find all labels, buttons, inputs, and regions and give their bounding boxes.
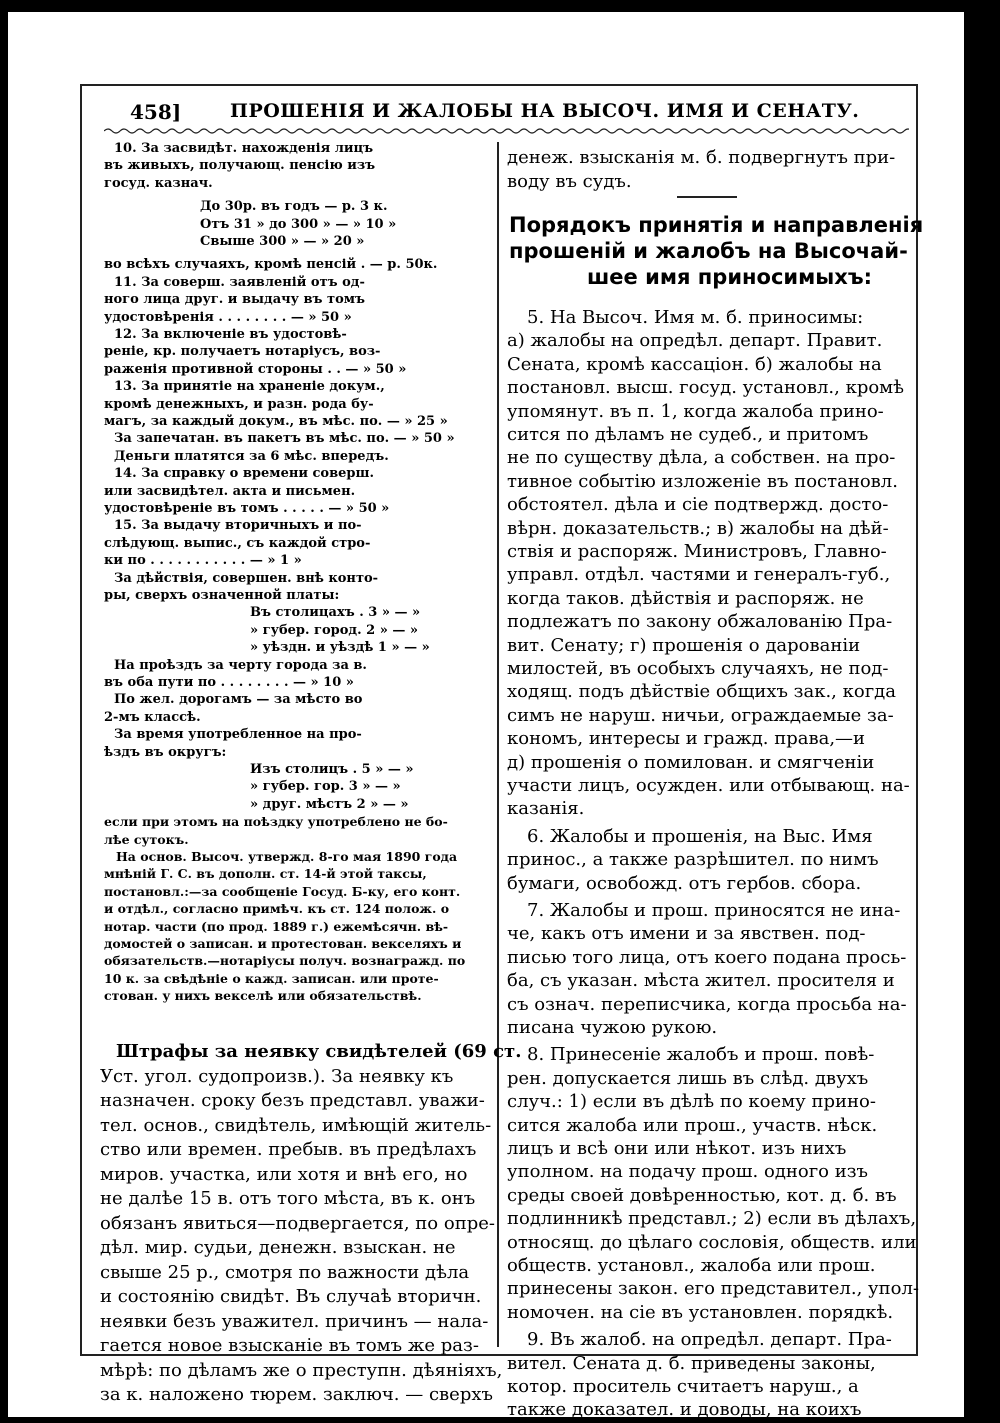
body-text-line: принос., а также разрѣшител. по нимъ: [507, 849, 879, 871]
body-text-line: д) прошенія о помилован. и смягченіи: [507, 751, 875, 773]
body-text-line: бумаги, освобожд. отъ гербов. сбора.: [507, 872, 862, 894]
tariff-line: раженія противной стороны . . — » 50 »: [104, 361, 407, 377]
tariff-line: 14. За справку о времени соверш.: [114, 466, 374, 482]
tariff-line: До 30р. въ годъ — р. 3 к.: [200, 199, 388, 215]
header-title: ПРОШЕНІЯ И ЖАЛОБЫ НА ВЫСОЧ. ИМЯ И СЕНАТУ.: [230, 100, 860, 122]
fines-text-line: назначен. сроку безъ представл. уважи-: [100, 1090, 485, 1111]
body-text-line: сится жалоба или прош., участв. нѣск.: [507, 1114, 878, 1136]
tariff-line: » уѣздн. и уѣздѣ 1 » — »: [250, 640, 430, 656]
tariff-line: Въ столицахъ . 3 » — »: [250, 605, 421, 621]
body-text-line: симъ не наруш. ничьи, ограждаемые за-: [507, 704, 894, 726]
running-header: [130, 100, 920, 128]
section-heading-line: Порядокъ принятія и направленія: [509, 213, 924, 237]
body-text-line: также доказател. и доводы, на коихъ: [507, 1399, 862, 1421]
tariff-line: За запечатан. въ пакетъ въ мѣс. по. — » 50 »: [114, 431, 455, 447]
tariff-line: 15. За выдачу вторичныхъ и по-: [114, 518, 362, 534]
tariff-line: За дѣйствія, совершен. внѣ конто-: [114, 570, 379, 586]
body-text-line: кономъ, интересы и гражд. права,—и: [507, 728, 866, 750]
body-text-line: номочен. на сіе въ установлен. порядкѣ.: [507, 1301, 894, 1323]
tariff-line: ного лица друг. и выдачу въ томъ: [104, 292, 366, 308]
tariff-line: и отдѣл., согласно примѣч. къ ст. 124 полож. о: [104, 901, 450, 917]
tariff-line: Свыше 300 » — » 20 »: [200, 234, 365, 249]
body-text-line: 6. Жалобы и прошенія, на Выс. Имя: [527, 825, 873, 847]
section-heading-line: прошеній и жалобъ на Высочай-: [509, 239, 908, 263]
body-text-line: писью того лица, отъ коего подана прось-: [507, 946, 907, 968]
tariff-line: если при этомъ на поѣздку употреблено не бо-: [104, 814, 448, 830]
fines-text-line: мѣрѣ: по дѣламъ же о преступн. дѣяніяхъ,: [100, 1359, 503, 1381]
section-rule: [677, 196, 737, 198]
tariff-line: Отъ 31 » до 300 » — » 10 »: [200, 216, 397, 232]
tariff-line: или засвидѣтел. акта и письмен.: [104, 483, 356, 499]
body-text-line: упомянут. въ п. 1, когда жалоба прино-: [507, 400, 884, 422]
fines-text-line: дѣл. мир. судьи, денежн. взыскан. не: [100, 1237, 456, 1258]
body-text-line: ствія и распоряж. Министровъ, Главно-: [507, 541, 887, 562]
fines-text-line: обязанъ явиться—подвергается, по опре-: [100, 1212, 495, 1234]
body-text-line: когда таков. дѣйствія и распоряж. не: [507, 587, 864, 609]
body-text-line: Сената, кромѣ кассаціон. б) жалобы на: [507, 353, 882, 375]
body-text-line: рен. допускается лишь въ слѣд. двухъ: [507, 1067, 869, 1089]
body-text-line: вит. Сенату; г) прошенія о дарованіи: [507, 634, 861, 656]
body-text-line: а) жалобы на опредѣл. департ. Правит.: [507, 330, 883, 352]
tariff-line: слѣдующ. выпис., съ каждой стро-: [104, 535, 371, 551]
body-text-line: 7. Жалобы и прош. приносятся не ина-: [527, 900, 901, 921]
tariff-line: » губер. город. 2 » — »: [250, 622, 419, 638]
column-divider: [497, 142, 499, 1347]
tariff-line: На основ. Высоч. утвержд. 8-го мая 1890 года: [116, 849, 458, 864]
body-text-line: котор. проситель считаетъ наруш., а: [507, 1376, 859, 1397]
body-text-line: случ.: 1) если въ дѣлѣ по коему прино-: [507, 1091, 876, 1113]
body-text-line: 5. На Высоч. Имя м. б. приносимы:: [527, 307, 864, 328]
tariff-line: во всѣхъ случаяхъ, кромѣ пенсій . — р. 50к.: [104, 257, 438, 273]
fines-heading-line: Штрафы за неявку свидѣтелей (69 ст.: [116, 1041, 522, 1062]
tariff-line: въ живыхъ, получающ. пенсію изъ: [104, 158, 376, 174]
body-text-line: управл. отдѣл. частями и генералъ-губ.,: [507, 564, 891, 586]
fines-text-line: не далѣе 15 в. отъ того мѣста, въ к. онъ: [100, 1188, 476, 1209]
body-text-line: че, какъ отъ имени и за явствен. под-: [507, 923, 866, 945]
body-text-line: милостей, въ особыхъ случаяхъ, не под-: [507, 658, 889, 679]
tariff-line: нотар. части (по прод. 1889 г.) ежемѣсячн. вѣ-: [104, 918, 449, 934]
tariff-line: лѣе сутокъ.: [104, 831, 189, 847]
fines-text-line: и состоянію свидѣт. Въ случаѣ вторичн.: [100, 1286, 482, 1307]
body-text-line: съ означ. переписчика, когда просьба на-: [507, 993, 907, 1015]
fines-text-line: неявки безъ уважител. причинъ — нала-: [100, 1310, 489, 1332]
tariff-line: » губер. гор. 3 » — »: [250, 779, 401, 795]
tariff-line: За время употребленное на про-: [114, 727, 362, 743]
body-text-line: подлинникѣ представл.; 2) если въ дѣлахъ,: [507, 1208, 917, 1230]
tariff-line: домостей о записан. и протестован. векселяхъ и: [104, 936, 462, 951]
tariff-line: » друг. мѣстъ 2 » — »: [250, 796, 409, 812]
fines-text-line: Уст. угол. судопроизв.). За неявку къ: [100, 1065, 454, 1087]
tariff-line: обязательств.—нотаріусы получ. вознагражд. по: [104, 953, 466, 969]
tariff-line: въ оба пути по . . . . . . . . — » 10 »: [104, 675, 354, 690]
tariff-line: постановл.:—за сообщеніе Госуд. Б-ку, его конт.: [104, 883, 461, 899]
tariff-line: 12. За включеніе въ удостовѣ-: [114, 327, 347, 342]
body-text-line: казанія.: [507, 798, 585, 820]
tariff-line: По жел. дорогамъ — за мѣсто во: [114, 692, 363, 708]
fines-text-line: миров. участка, или хотя и внѣ его, но: [100, 1163, 468, 1185]
continued-text-line: денеж. взысканія м. б. подвергнутъ при-: [507, 147, 896, 168]
tariff-line: удостовѣренія . . . . . . . . — » 50 »: [104, 309, 352, 325]
tariff-line: удостовѣреніе въ томъ . . . . . — » 50 »: [104, 501, 390, 516]
tariff-line: стован. у нихъ векселѣ или обязательствѣ.: [104, 988, 422, 1004]
body-text-line: принесены закон. его представител., упол-: [507, 1278, 919, 1300]
tariff-line: 11. За соверш. заявленій отъ од-: [114, 274, 365, 290]
tariff-line: 10 к. за свѣдѣніе о кажд. записан. или проте-: [104, 970, 439, 986]
body-text-line: участи лицъ, осужден. или отбывающ. на-: [507, 775, 910, 796]
tariff-line: На проѣздъ за черту города за в.: [114, 657, 367, 673]
body-text-line: лицъ и всѣ они или нѣкот. изъ нихъ: [507, 1138, 847, 1159]
body-text-line: обществ. установл., жалоба или прош.: [507, 1255, 876, 1276]
fines-text-line: свыше 25 р., смотря по важности дѣла: [100, 1261, 470, 1283]
tariff-line: Изъ столицъ . 5 » — »: [250, 762, 414, 777]
body-text-line: вѣрн. доказательств.; в) жалобы на дѣй-: [507, 517, 889, 539]
wavy-rule: [104, 127, 909, 135]
page-number: 458]: [130, 100, 182, 124]
body-text-line: тивное событію изложеніе въ постановл.: [507, 470, 898, 492]
fines-text-line: тел. основ., свидѣтель, имѣющій житель-: [100, 1114, 492, 1136]
tariff-line: госуд. казнач.: [104, 175, 213, 191]
tariff-line: кромѣ денежныхъ, и разн. рода бу-: [104, 396, 374, 412]
body-text-line: постановл. высш. госуд. установл., кромѣ: [507, 377, 905, 399]
tariff-line: мнѣній Г. С. въ дополн. ст. 14-й этой таксы,: [104, 866, 427, 882]
body-text-line: ходящ. подъ дѣйствіе общихъ зак., когда: [507, 681, 896, 703]
body-text-line: 8. Принесеніе жалобъ и прош. повѣ-: [527, 1044, 875, 1066]
tariff-line: магъ, за каждый докум., въ мѣс. по. — » 25 »: [104, 414, 448, 429]
binding-edge-line: [968, 20, 976, 1420]
body-text-line: сится по дѣламъ не судеб., и притомъ: [507, 424, 869, 445]
body-text-line: уполном. на подачу прош. одного изъ: [507, 1161, 868, 1183]
body-text-line: обстоятел. дѣла и сіе подтвержд. досто-: [507, 494, 889, 516]
fines-text-line: гается новое взысканіе въ томъ же раз-: [100, 1335, 479, 1356]
tariff-line: ры, сверхъ означенной платы:: [104, 588, 340, 603]
body-text-line: подлежатъ по закону обжалованію Пра-: [507, 611, 893, 633]
tariff-line: Деньги платятся за 6 мѣс. впередъ.: [114, 448, 389, 464]
body-text-line: среды своей довѣренностью, кот. д. б. въ: [507, 1184, 897, 1206]
tariff-line: 2-мъ классѣ.: [104, 709, 201, 725]
tariff-line: 10. За засвидѣт. нахожденія лицъ: [114, 141, 374, 156]
body-text-line: вител. Сената д. б. приведены законы,: [507, 1352, 876, 1374]
body-text-line: писана чужою рукою.: [507, 1017, 718, 1038]
continued-text-line: воду въ судъ.: [507, 171, 632, 192]
tariff-line: 13. За принятіе на храненіе докум.,: [114, 379, 385, 395]
tariff-line: ѣздъ въ округъ:: [104, 744, 227, 760]
fines-text-line: за к. наложено тюрем. заключ. — сверхъ: [100, 1384, 493, 1405]
section-heading-line: шее имя приносимыхъ:: [587, 265, 873, 289]
body-text-line: ба, съ указан. мѣста жител. просителя и: [507, 970, 895, 992]
tariff-line: ки по . . . . . . . . . . . — » 1 »: [104, 553, 302, 569]
body-text-line: 9. Въ жалоб. на опредѣл. департ. Пра-: [527, 1329, 892, 1351]
body-text-line: не по существу дѣла, а собствен. на про-: [507, 447, 896, 469]
fines-text-line: ство или времен. пребыв. въ предѣлахъ: [100, 1139, 477, 1160]
tariff-line: реніе, кр. получаетъ нотаріусъ, воз-: [104, 344, 381, 360]
body-text-line: относящ. до цѣлаго сословія, обществ. или: [507, 1231, 917, 1253]
